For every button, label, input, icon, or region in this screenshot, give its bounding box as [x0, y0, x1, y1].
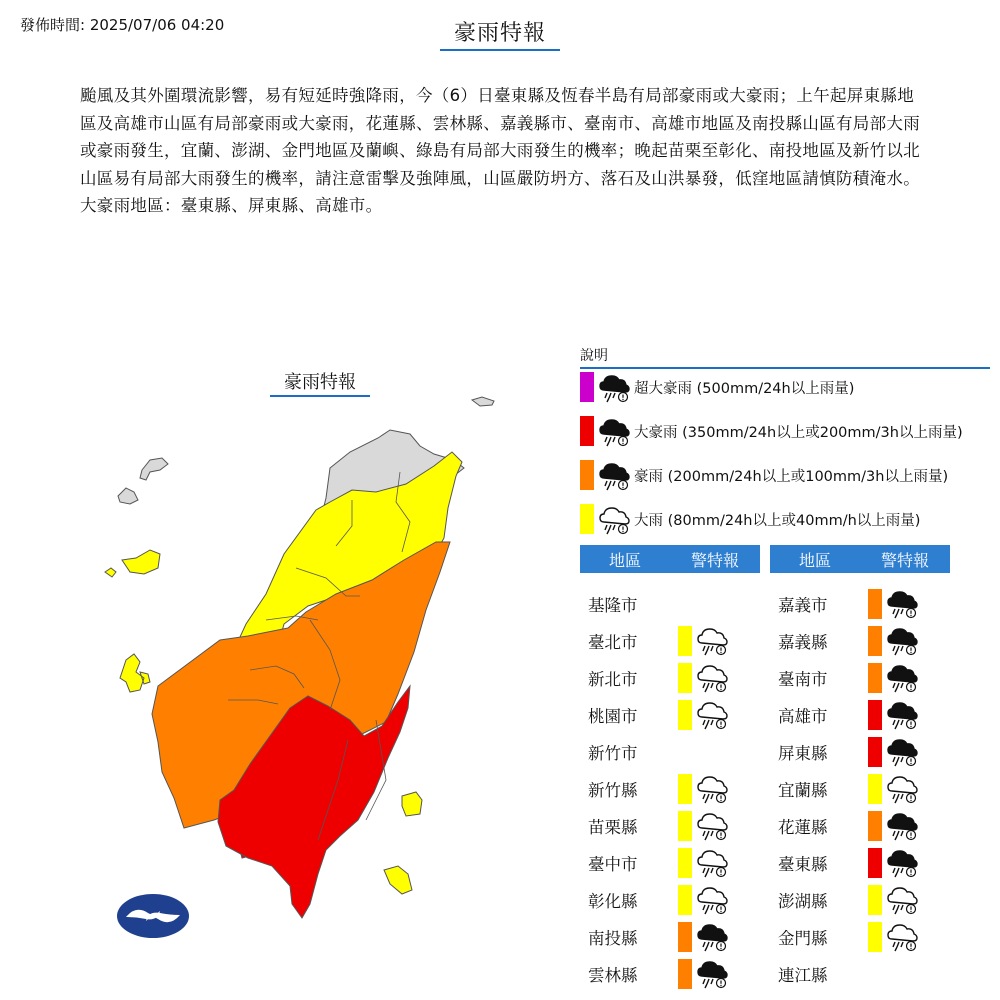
column-header-region: 地區 — [608, 550, 641, 570]
heavy-rain-cloud-icon — [696, 921, 728, 953]
legend-swatch — [580, 416, 594, 446]
warning-level-bar — [868, 774, 882, 804]
map-title: 豪雨特報 — [270, 368, 370, 397]
region-name: 連江縣 — [778, 966, 828, 985]
table-row — [580, 921, 728, 953]
legend-item — [580, 372, 854, 402]
table-row — [580, 588, 678, 620]
legend-label: 大豪雨 (350mm/24h以上或200mm/3h以上雨量) — [634, 424, 963, 441]
table-row — [580, 699, 728, 731]
heavy-rain-cloud-icon — [598, 460, 630, 490]
rain-cloud-icon — [598, 504, 630, 534]
matsu-island-a — [140, 458, 168, 480]
legend-swatch — [580, 504, 594, 534]
rain-cloud-icon — [696, 625, 728, 657]
table-row — [770, 662, 918, 694]
column-header-warning: 警特報 — [880, 550, 929, 570]
warning-level-bar — [678, 626, 692, 656]
heavy-rain-cloud-icon — [886, 625, 918, 657]
table-row — [580, 884, 728, 916]
region-name: 新竹市 — [588, 744, 638, 763]
orchid-island — [384, 866, 412, 894]
warning-level-bar — [868, 589, 882, 619]
rain-cloud-icon — [696, 662, 728, 694]
heavy-rain-cloud-icon — [886, 588, 918, 620]
warning-level-bar — [868, 922, 882, 952]
warning-level-bar — [678, 811, 692, 841]
matsu-island-b — [118, 488, 138, 504]
legend-item — [580, 416, 963, 446]
region-name: 桃園市 — [588, 707, 638, 726]
matsu-island-north — [472, 397, 494, 406]
region-name: 基隆市 — [588, 596, 638, 615]
region-name: 金門縣 — [778, 929, 828, 948]
taiwan-warning-map — [100, 360, 570, 960]
map-svg — [100, 360, 570, 960]
legend-label: 大雨 (80mm/24h以上或40mm/h以上雨量) — [634, 512, 921, 529]
heavy-rain-cloud-icon — [886, 847, 918, 879]
table-row — [580, 662, 728, 694]
legend-label: 超大豪雨 (500mm/24h以上雨量) — [634, 380, 855, 397]
legend-title: 說明 — [580, 345, 990, 369]
region-name: 南投縣 — [588, 929, 638, 948]
rain-cloud-icon — [696, 699, 728, 731]
table-row — [580, 810, 728, 842]
legend-swatch — [580, 372, 594, 402]
warning-level-bar — [678, 663, 692, 693]
warning-level-bar — [868, 700, 882, 730]
region-name: 苗栗縣 — [588, 818, 638, 837]
page-title: 豪雨特報 — [440, 16, 560, 51]
heavy-rain-cloud-icon — [886, 736, 918, 768]
region-name: 彰化縣 — [588, 892, 638, 911]
region-name: 新北市 — [588, 670, 638, 689]
region-name: 新竹縣 — [588, 781, 638, 800]
green-island — [402, 792, 422, 816]
warning-description: 颱風及其外圍環流影響，易有短延時強降雨，今（6）日臺東縣及恆春半島有局部豪雨或大豪雨；上午起屏東縣地區及高雄市山區有局部豪雨或大豪雨，花蓮縣、雲林縣、嘉義縣市、臺南市、高雄市地區及南投縣山區有局部大雨或豪雨發生，宜蘭、澎湖、金門地區及蘭嶼、綠島有局部大雨發生的機率；晚起苗栗至彰化、南投地區及新竹以北山區易有局部大雨發生的機率，請注意雷擊及強陣風，山區嚴防坍方、落石及山洪暴發，低窪地區請慎防積淹水。大豪雨地區：臺東縣、屏東縣、高雄市。 — [80, 86, 920, 215]
rain-cloud-icon — [696, 773, 728, 805]
legend-item — [580, 460, 948, 490]
rain-cloud-icon — [886, 773, 918, 805]
column-header-region: 地區 — [798, 550, 831, 570]
warning-level-bar — [868, 848, 882, 878]
table-row — [770, 773, 918, 805]
legend-item — [580, 504, 920, 534]
table-row — [770, 736, 918, 768]
heavy-rain-cloud-icon — [886, 662, 918, 694]
region-name: 臺東縣 — [778, 855, 828, 874]
column-header-warning: 警特報 — [690, 550, 739, 570]
warning-level-bar — [678, 885, 692, 915]
legend-swatch — [580, 460, 594, 490]
warning-level-bar — [678, 700, 692, 730]
table-row — [770, 847, 918, 879]
warning-level-bar — [678, 922, 692, 952]
region-name: 臺中市 — [588, 855, 638, 874]
table-row — [770, 810, 918, 842]
warning-level-bar — [868, 737, 882, 767]
region-name: 嘉義縣 — [778, 633, 828, 652]
table-row — [770, 921, 918, 953]
region-name: 雲林縣 — [588, 966, 638, 985]
table-row — [580, 847, 728, 879]
table-row — [580, 625, 728, 657]
region-name: 高雄市 — [778, 707, 828, 726]
warning-level-bar — [868, 885, 882, 915]
warning-level-bar — [868, 663, 882, 693]
heavy-rain-cloud-icon — [598, 372, 630, 402]
rain-cloud-icon — [886, 921, 918, 953]
heavy-rain-cloud-icon — [886, 699, 918, 731]
region-name: 嘉義市 — [778, 596, 828, 615]
rain-cloud-icon — [696, 847, 728, 879]
kinmen-island — [105, 550, 160, 577]
region-name: 臺南市 — [778, 670, 828, 689]
table-header-right — [770, 545, 950, 573]
table-row — [580, 736, 678, 768]
warning-level-bar — [678, 774, 692, 804]
table-row — [770, 958, 868, 990]
cwa-logo — [116, 893, 190, 939]
table-row — [770, 588, 918, 620]
penghu-island — [120, 654, 150, 692]
table-row — [770, 884, 918, 916]
region-name: 屏東縣 — [778, 744, 828, 763]
warning-level-bar — [868, 811, 882, 841]
table-header-left — [580, 545, 760, 573]
rain-cloud-icon — [696, 810, 728, 842]
heavy-rain-cloud-icon — [696, 958, 728, 990]
region-name: 臺北市 — [588, 633, 638, 652]
rain-cloud-icon — [886, 884, 918, 916]
table-row — [580, 958, 728, 990]
rain-cloud-icon — [696, 884, 728, 916]
table-row — [580, 773, 728, 805]
region-name: 花蓮縣 — [778, 818, 828, 837]
issued-time: 發佈時間: 2025/07/06 04:20 — [20, 16, 225, 34]
legend-label: 豪雨 (200mm/24h以上或100mm/3h以上雨量) — [634, 468, 949, 485]
region-name: 宜蘭縣 — [778, 781, 828, 800]
table-row — [770, 699, 918, 731]
warning-level-bar — [868, 626, 882, 656]
heavy-rain-cloud-icon — [886, 810, 918, 842]
warning-level-bar — [678, 959, 692, 989]
heavy-rain-cloud-icon — [598, 416, 630, 446]
region-name: 澎湖縣 — [778, 892, 828, 911]
warning-level-bar — [678, 848, 692, 878]
table-row — [770, 625, 918, 657]
